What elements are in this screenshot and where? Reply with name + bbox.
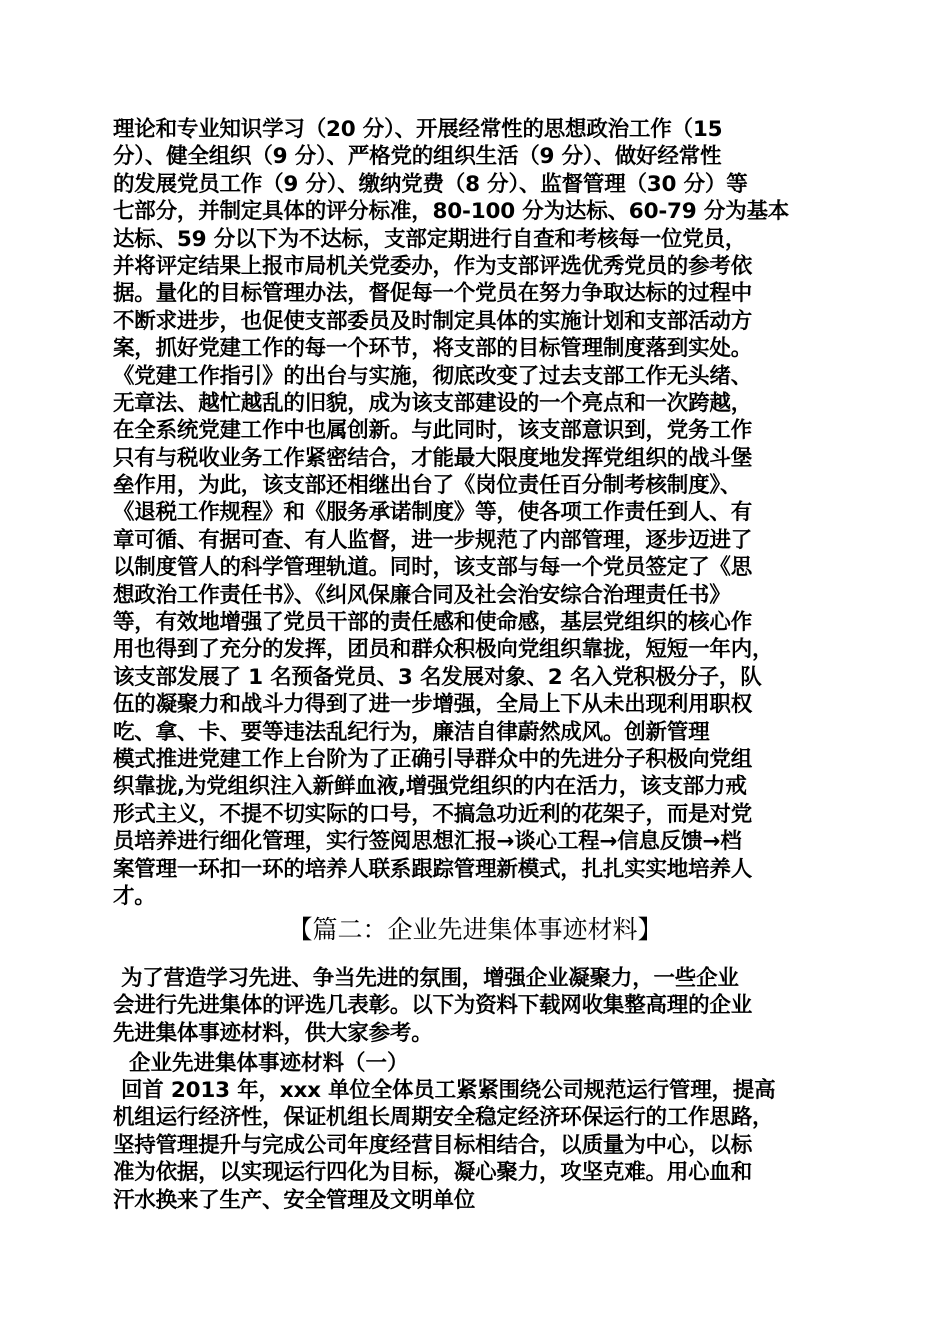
text-line: 《退税工作规程》和《服务承诺制度》等，使各项工作责任到人、有 <box>113 500 753 526</box>
intro-paragraph <box>113 965 853 1047</box>
text-line: 无章法、越忙越乱的旧貌，成为该支部建设的一个亮点和一次跨越， <box>113 390 753 416</box>
text-line: 《党建工作指引》的出台与实施，彻底改变了过去支部工作无头绪、 <box>113 363 753 389</box>
body-paragraph <box>113 1077 853 1214</box>
text-line: 汗水换来了生产、安全管理及文明单位 <box>113 1187 476 1213</box>
text-line: 垒作用，为此，该支部还相继出台了《岗位责任百分制考核制度》、 <box>113 473 742 499</box>
text-line: 章可循、有据可查、有人监督，进一步规范了内部管理，逐步迈进了 <box>113 527 753 553</box>
text-line: 案，抓好党建工作的每一个环节，将支部的目标管理制度落到实处。 <box>113 336 753 362</box>
text-line: 吃、拿、卡、要等违法乱纪行为，廉洁自律蔚然成风。创新管理 <box>113 719 710 745</box>
article-subheading <box>113 1050 853 1077</box>
text-line: 达标、59 分以下为不达标，支部定期进行自查和考核每一位党员， <box>113 226 747 252</box>
text-line: 的发展党员工作（9 分）、缴纳党费（8 分）、监督管理（30 分）等 <box>113 171 748 197</box>
text-line: 回首 2013 年，xxx 单位全体员工紧紧围绕公司规范运行管理，提高 <box>121 1078 776 1103</box>
text-line: 先进集体事迹材料，供大家参考。 <box>113 1020 433 1046</box>
continued-paragraph <box>113 116 853 910</box>
text-line: 坚持管理提升与完成公司年度经营目标相结合，以质量为中心，以标 <box>113 1132 753 1158</box>
text-line: 据。量化的目标管理办法，督促每一个党员在努力争取达标的过程中 <box>113 281 753 307</box>
text-line: 为了营造学习先进、争当先进的氛围，增强企业凝聚力，一些企业 <box>121 966 739 991</box>
text-line: 织靠拢,为党组织注入新鲜血液,增强党组织的内在活力，该支部力戒 <box>113 774 747 800</box>
text-line: 伍的凝聚力和战斗力得到了进一步增强，全局上下从未出现利用职权 <box>113 692 753 718</box>
text-line: 该支部发展了 1 名预备党员、3 名发展对象、2 名入党积极分子，队 <box>113 664 762 690</box>
text-line: 不断求进步，也促使支部委员及时制定具体的实施计划和支部活动方 <box>113 308 753 334</box>
subheading-text: 企业先进集体事迹材料（一） <box>129 1051 409 1076</box>
text-line: 会进行先进集体的评选几表彰。以下为资料下载网收集整高理的企业 <box>113 993 753 1019</box>
text-line: 想政治工作责任书》、《纠风保廉合同及社会治安综合治理责任书》 <box>113 582 731 608</box>
text-line: 理论和专业知识学习（20 分）、开展经常性的思想政治工作（15 <box>113 117 723 142</box>
text-line: 以制度管人的科学管理轨道。同时，该支部与每一个党员签定了《思 <box>113 555 753 581</box>
text-line: 准为依据，以实现运行四化为目标，凝心聚力，攻坚克难。用心血和 <box>113 1160 753 1186</box>
text-line: 在全系统党建工作中也属创新。与此同时，该支部意识到，党务工作 <box>113 418 753 444</box>
text-line: 并将评定结果上报市局机关党委办，作为支部评选优秀党员的参考依 <box>113 253 753 279</box>
text-line: 形式主义，不提不切实际的口号，不搞急功近利的花架子，而是对党 <box>113 801 753 827</box>
section-heading: 【篇二：企业先进集体事迹材料】 <box>287 915 663 944</box>
text-line: 分）、健全组织（9 分）、严格党的组织生活（9 分）、做好经常性 <box>113 144 722 170</box>
text-line: 用也得到了充分的发挥，团员和群众积极向党组织靠拢，短短一年内， <box>113 637 774 663</box>
text-line: 员培养进行细化管理，实行签阅思想汇报→谈心工程→信息反馈→档 <box>113 829 742 855</box>
text-line: 才。 <box>113 883 156 909</box>
text-line: 七部分，并制定具体的评分标准，80-100 分为达标、60-79 分为基本 <box>113 199 790 225</box>
text-line: 模式推进党建工作上台阶为了正确引导群众中的先进分子积极向党组 <box>113 746 753 772</box>
text-line: 机组运行经济性，保证机组长周期安全稳定经济环保运行的工作思路， <box>113 1105 774 1131</box>
text-line: 案管理一环扣一环的培养人联系跟踪管理新模式，扎扎实实地培养人 <box>113 856 753 882</box>
text-line: 等，有效地增强了党员干部的责任感和使命感，基层党组织的核心作 <box>113 610 753 636</box>
text-line: 只有与税收业务工作紧密结合，才能最大限度地发挥党组织的战斗堡 <box>113 445 753 471</box>
